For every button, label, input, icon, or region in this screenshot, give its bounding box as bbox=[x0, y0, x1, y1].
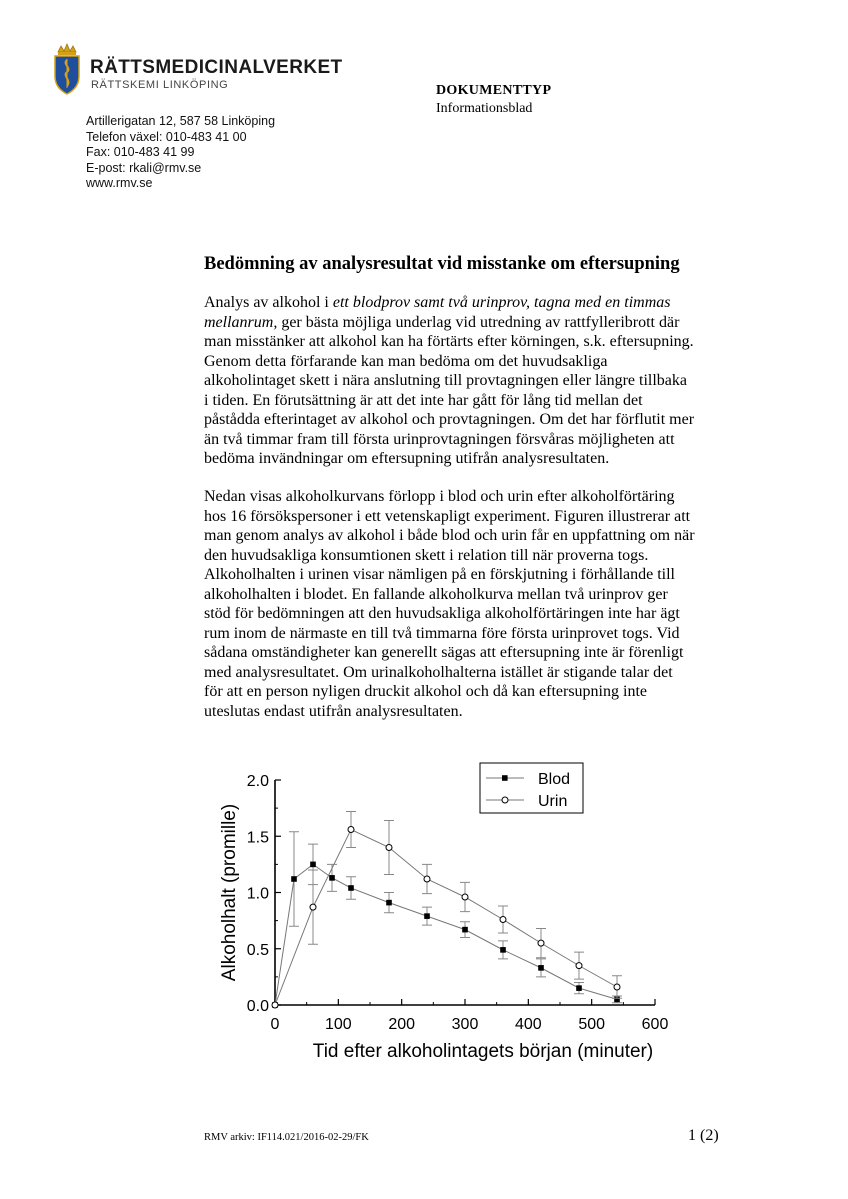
data-point-blod bbox=[348, 885, 354, 891]
contact-phone: Telefon växel: 010-483 41 00 bbox=[86, 129, 247, 144]
paragraph-line: den huvudsakliga konsumtionen skett i relation till när proverna togs. bbox=[204, 546, 649, 564]
legend-label-urin: Urin bbox=[538, 793, 568, 810]
contact-email[interactable]: E-post: rkali@rmv.se bbox=[86, 160, 202, 175]
data-point-urin bbox=[348, 827, 354, 833]
data-point-blod bbox=[500, 947, 506, 953]
data-point-blod bbox=[386, 900, 392, 906]
paragraph-2 bbox=[204, 487, 744, 721]
data-point-blod bbox=[462, 927, 468, 933]
org-subtitle: RÄTTSKEMI LINKÖPING bbox=[91, 79, 229, 91]
paragraph-line: sådana omständigheter kan generellt sägas att eftersupning inte är förenligt bbox=[204, 644, 684, 661]
data-point-blod bbox=[329, 875, 335, 881]
archive-reference: RMV arkiv: IF114.021/2016-02-29/FK bbox=[204, 1132, 369, 1143]
contact-address: Artillerigatan 12, 587 58 Linköping bbox=[86, 114, 276, 128]
data-point-blod bbox=[538, 965, 544, 971]
paragraph-line: påstådda efterintaget av alkohol och provtagningen. Om det har förflutit mer bbox=[204, 411, 695, 428]
data-point-urin bbox=[538, 940, 544, 946]
y-tick-label: 0.0 bbox=[246, 998, 269, 1015]
paragraph-line: man misstänker att alkohol kan ha förtärts efter körningen, s.k. eftersupning. bbox=[204, 333, 694, 350]
paragraph-line: bedöma invändningar om eftersupning utifrån analysresultaten. bbox=[204, 450, 610, 467]
paragraph-line: Nedan visas alkoholkurvans förlopp i blod och urin efter alkoholförtäring bbox=[204, 488, 675, 505]
crown-shield-icon bbox=[50, 42, 84, 96]
data-point-urin bbox=[272, 1002, 278, 1008]
data-point-blod bbox=[576, 985, 582, 991]
paragraph-line: man genom analys av alkohol i både blod och urin får en uppfattning om när bbox=[204, 527, 695, 544]
doctype-value: Informationsblad bbox=[436, 101, 533, 116]
series-line-urin bbox=[275, 830, 617, 1006]
paragraph-line: Alkoholhalten i urinen visar nämligen på en förskjutning i förhållande till bbox=[204, 566, 675, 583]
data-point-blod bbox=[310, 862, 316, 868]
data-point-urin bbox=[614, 984, 620, 990]
page-number: 1 (2) bbox=[688, 1127, 719, 1144]
alcohol-curve-chart bbox=[205, 760, 685, 1075]
doctype-label: DOKUMENTTYP bbox=[436, 83, 552, 98]
legend-marker-blod bbox=[502, 775, 508, 781]
contact-fax: Fax: 010-483 41 99 bbox=[86, 145, 195, 159]
paragraph-line: stöd för bedömningen att den huvudsakliga alkoholförtäringen inte har ägt bbox=[204, 605, 680, 622]
x-axis-label: Tid efter alkoholintagets början (minuter) bbox=[312, 1041, 654, 1062]
document-title: Bedömning av analysresultat vid misstanke om eftersupning bbox=[204, 254, 680, 274]
paragraph-line: för att en person nyligen druckit alkohol och då kan eftersupning inte bbox=[204, 683, 647, 700]
legend-label-blod: Blod bbox=[538, 771, 571, 788]
paragraph-line: alkoholintaget skett i nära anslutning till provtagningen eller längre tillbaka bbox=[204, 372, 687, 389]
paragraph-line bbox=[204, 313, 744, 333]
paragraph-line: alkoholhalten i blodet. En fallande alkoholkurva mellan två urinprov ger bbox=[204, 585, 668, 603]
data-point-urin bbox=[310, 904, 316, 910]
paragraph-line: Genom detta förfarande kan man bedöma om det huvudsakliga bbox=[204, 352, 608, 370]
paragraph-emphasis: mellanrum, bbox=[204, 313, 278, 331]
y-tick-label: 1.5 bbox=[246, 829, 269, 847]
x-tick-label: 600 bbox=[641, 1016, 669, 1033]
paragraph-line: i tiden. En förutsättning är att det inte har gått för lång tid mellan det bbox=[204, 391, 643, 409]
org-name: RÄTTSMEDICINALVERKET bbox=[90, 57, 343, 78]
x-tick-label: 200 bbox=[388, 1016, 416, 1033]
y-tick-label: 1.0 bbox=[246, 885, 269, 903]
paragraph-line bbox=[204, 293, 744, 313]
contact-block bbox=[86, 114, 275, 192]
x-tick-label: 400 bbox=[514, 1016, 542, 1033]
paragraph-1 bbox=[204, 293, 744, 469]
data-point-urin bbox=[386, 845, 392, 851]
paragraph-text: Analys av alkohol i bbox=[204, 294, 333, 311]
contact-web[interactable]: www.rmv.se bbox=[86, 176, 153, 190]
data-point-blod bbox=[424, 913, 430, 919]
paragraph-line: rum inom de närmaste en till två timmarna före första urinprovet togs. Vid bbox=[204, 624, 680, 642]
y-tick-label: 0.5 bbox=[246, 941, 269, 959]
paragraph-line: uteslutas endast utifrån analysresultaten. bbox=[204, 702, 463, 720]
data-point-urin bbox=[462, 894, 468, 900]
y-axis-label: Alkoholhalt (promille) bbox=[219, 803, 240, 982]
paragraph-line: hos 16 försökspersoner i ett vetenskapligt experiment. Figuren illustrerar att bbox=[204, 507, 691, 525]
data-point-urin bbox=[576, 963, 582, 969]
x-tick-label: 300 bbox=[451, 1016, 479, 1033]
x-tick-label: 500 bbox=[578, 1016, 606, 1033]
paragraph-text: ger bästa möjliga underlag vid utredning av rattfylleribrott där bbox=[277, 313, 680, 331]
series-line-blod bbox=[275, 864, 617, 1005]
paragraph-line: med analysresultatet. Om urinalkoholhalterna istället är stigande talar det bbox=[204, 663, 673, 681]
y-tick-label: 2.0 bbox=[246, 773, 269, 790]
x-tick-label: 100 bbox=[324, 1016, 352, 1033]
data-point-urin bbox=[500, 917, 506, 923]
x-tick-label: 0 bbox=[270, 1016, 280, 1033]
paragraph-emphasis: ett blodprov samt två urinprov, tagna med en timmas bbox=[332, 294, 671, 311]
data-point-blod bbox=[291, 876, 297, 882]
data-point-urin bbox=[424, 876, 430, 882]
legend-marker-urin bbox=[502, 797, 508, 803]
paragraph-line: än två timmar fram till första urinprovtagningen försvåras möjligheten att bbox=[204, 430, 675, 448]
